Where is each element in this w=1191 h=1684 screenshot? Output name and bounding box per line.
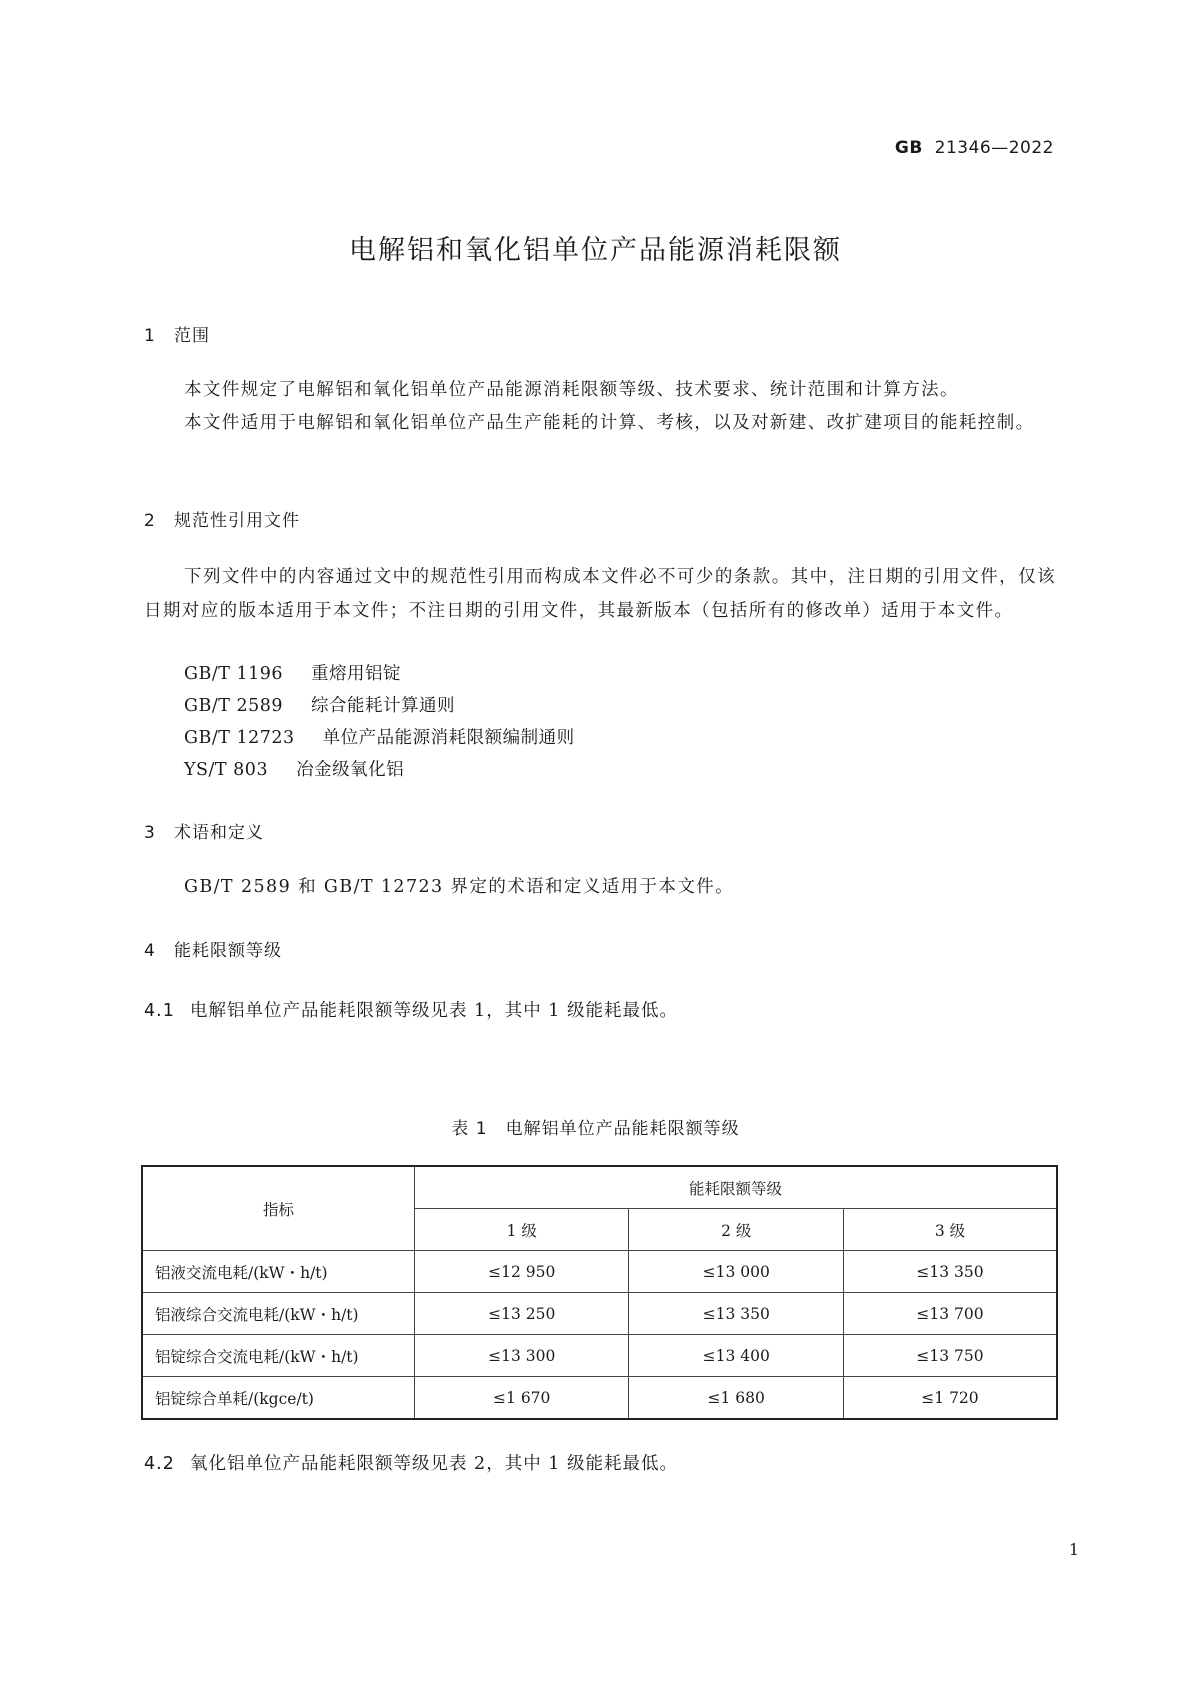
section-1-paragraph-1: 本文件规定了电解铝和氧化铝单位产品能源消耗限额等级、技术要求、统计范围和计算方法。 — [184, 380, 959, 400]
section-2-heading: 2 规范性引用文件 — [144, 511, 300, 531]
table-cell: ≤13 400 — [629, 1335, 843, 1377]
table-header-level: 1 级 — [415, 1209, 629, 1251]
table-cell: ≤13 300 — [415, 1335, 629, 1377]
table-cell-indicator: 铝液综合交流电耗/(kW・h/t) — [142, 1293, 415, 1335]
table-header-level: 2 级 — [629, 1209, 843, 1251]
table-cell: ≤13 750 — [843, 1335, 1057, 1377]
table-cell-indicator: 铝液交流电耗/(kW・h/t) — [142, 1251, 415, 1293]
section-2-paragraph-1: 下列文件中的内容通过文中的规范性引用而构成本文件必不可少的条款。其中，注日期的引用文件，仅该日期对应的版本适用于本文件；不注日期的引用文件，其最新版本（包括所有的修改单）适用于本文件。 — [144, 567, 1056, 621]
page-number: 1 — [1068, 1540, 1079, 1559]
document-title: 电解铝和氧化铝单位产品能源消耗限额 — [349, 235, 842, 266]
table-header-indicator: 指标 — [142, 1166, 415, 1251]
table-cell: ≤1 670 — [415, 1377, 629, 1420]
table-cell: ≤13 250 — [415, 1293, 629, 1335]
section-1-paragraph-2: 本文件适用于电解铝和氧化铝单位产品生产能耗的计算、考核，以及对新建、改扩建项目的能耗控制。 — [184, 413, 1035, 433]
table-cell-indicator: 铝锭综合交流电耗/(kW・h/t) — [142, 1335, 415, 1377]
table-cell: ≤1 720 — [843, 1377, 1057, 1420]
section-1-heading: 1 范围 — [144, 326, 210, 346]
table-cell: ≤13 000 — [629, 1251, 843, 1293]
table-1-caption: 表 1 电解铝单位产品能耗限额等级 — [451, 1119, 740, 1139]
clause-4-2: 4.2 氧化铝单位产品能耗限额等级见表 2，其中 1 级能耗最低。 — [144, 1454, 678, 1474]
table-header-level: 3 级 — [843, 1209, 1057, 1251]
table-row — [142, 1293, 1057, 1335]
table-cell: ≤13 350 — [843, 1251, 1057, 1293]
section-3-paragraph-1: GB/T 2589 和 GB/T 12723 界定的术语和定义适用于本文件。 — [184, 877, 735, 897]
reference-item: GB/T 12723 单位产品能源消耗限额编制通则 — [184, 728, 575, 748]
table-header-group: 能耗限额等级 — [415, 1166, 1058, 1209]
reference-item: GB/T 1196 重熔用铝锭 — [184, 664, 402, 684]
table-cell: ≤1 680 — [629, 1377, 843, 1420]
table-cell-indicator: 铝锭综合单耗/(kgce/t) — [142, 1377, 415, 1420]
reference-item: GB/T 2589 综合能耗计算通则 — [184, 696, 456, 716]
table-1 — [141, 1165, 1058, 1420]
standard-number: GB 21346—2022 — [894, 138, 1054, 158]
table-row — [142, 1335, 1057, 1377]
table-cell: ≤13 350 — [629, 1293, 843, 1335]
clause-4-1: 4.1 电解铝单位产品能耗限额等级见表 1，其中 1 级能耗最低。 — [144, 1001, 678, 1021]
table-cell: ≤12 950 — [415, 1251, 629, 1293]
section-3-heading: 3 术语和定义 — [144, 823, 264, 843]
reference-item: YS/T 803 冶金级氧化铝 — [184, 760, 405, 780]
table-row — [142, 1251, 1057, 1293]
table-row — [142, 1377, 1057, 1420]
table-cell: ≤13 700 — [843, 1293, 1057, 1335]
section-4-heading: 4 能耗限额等级 — [144, 941, 282, 961]
